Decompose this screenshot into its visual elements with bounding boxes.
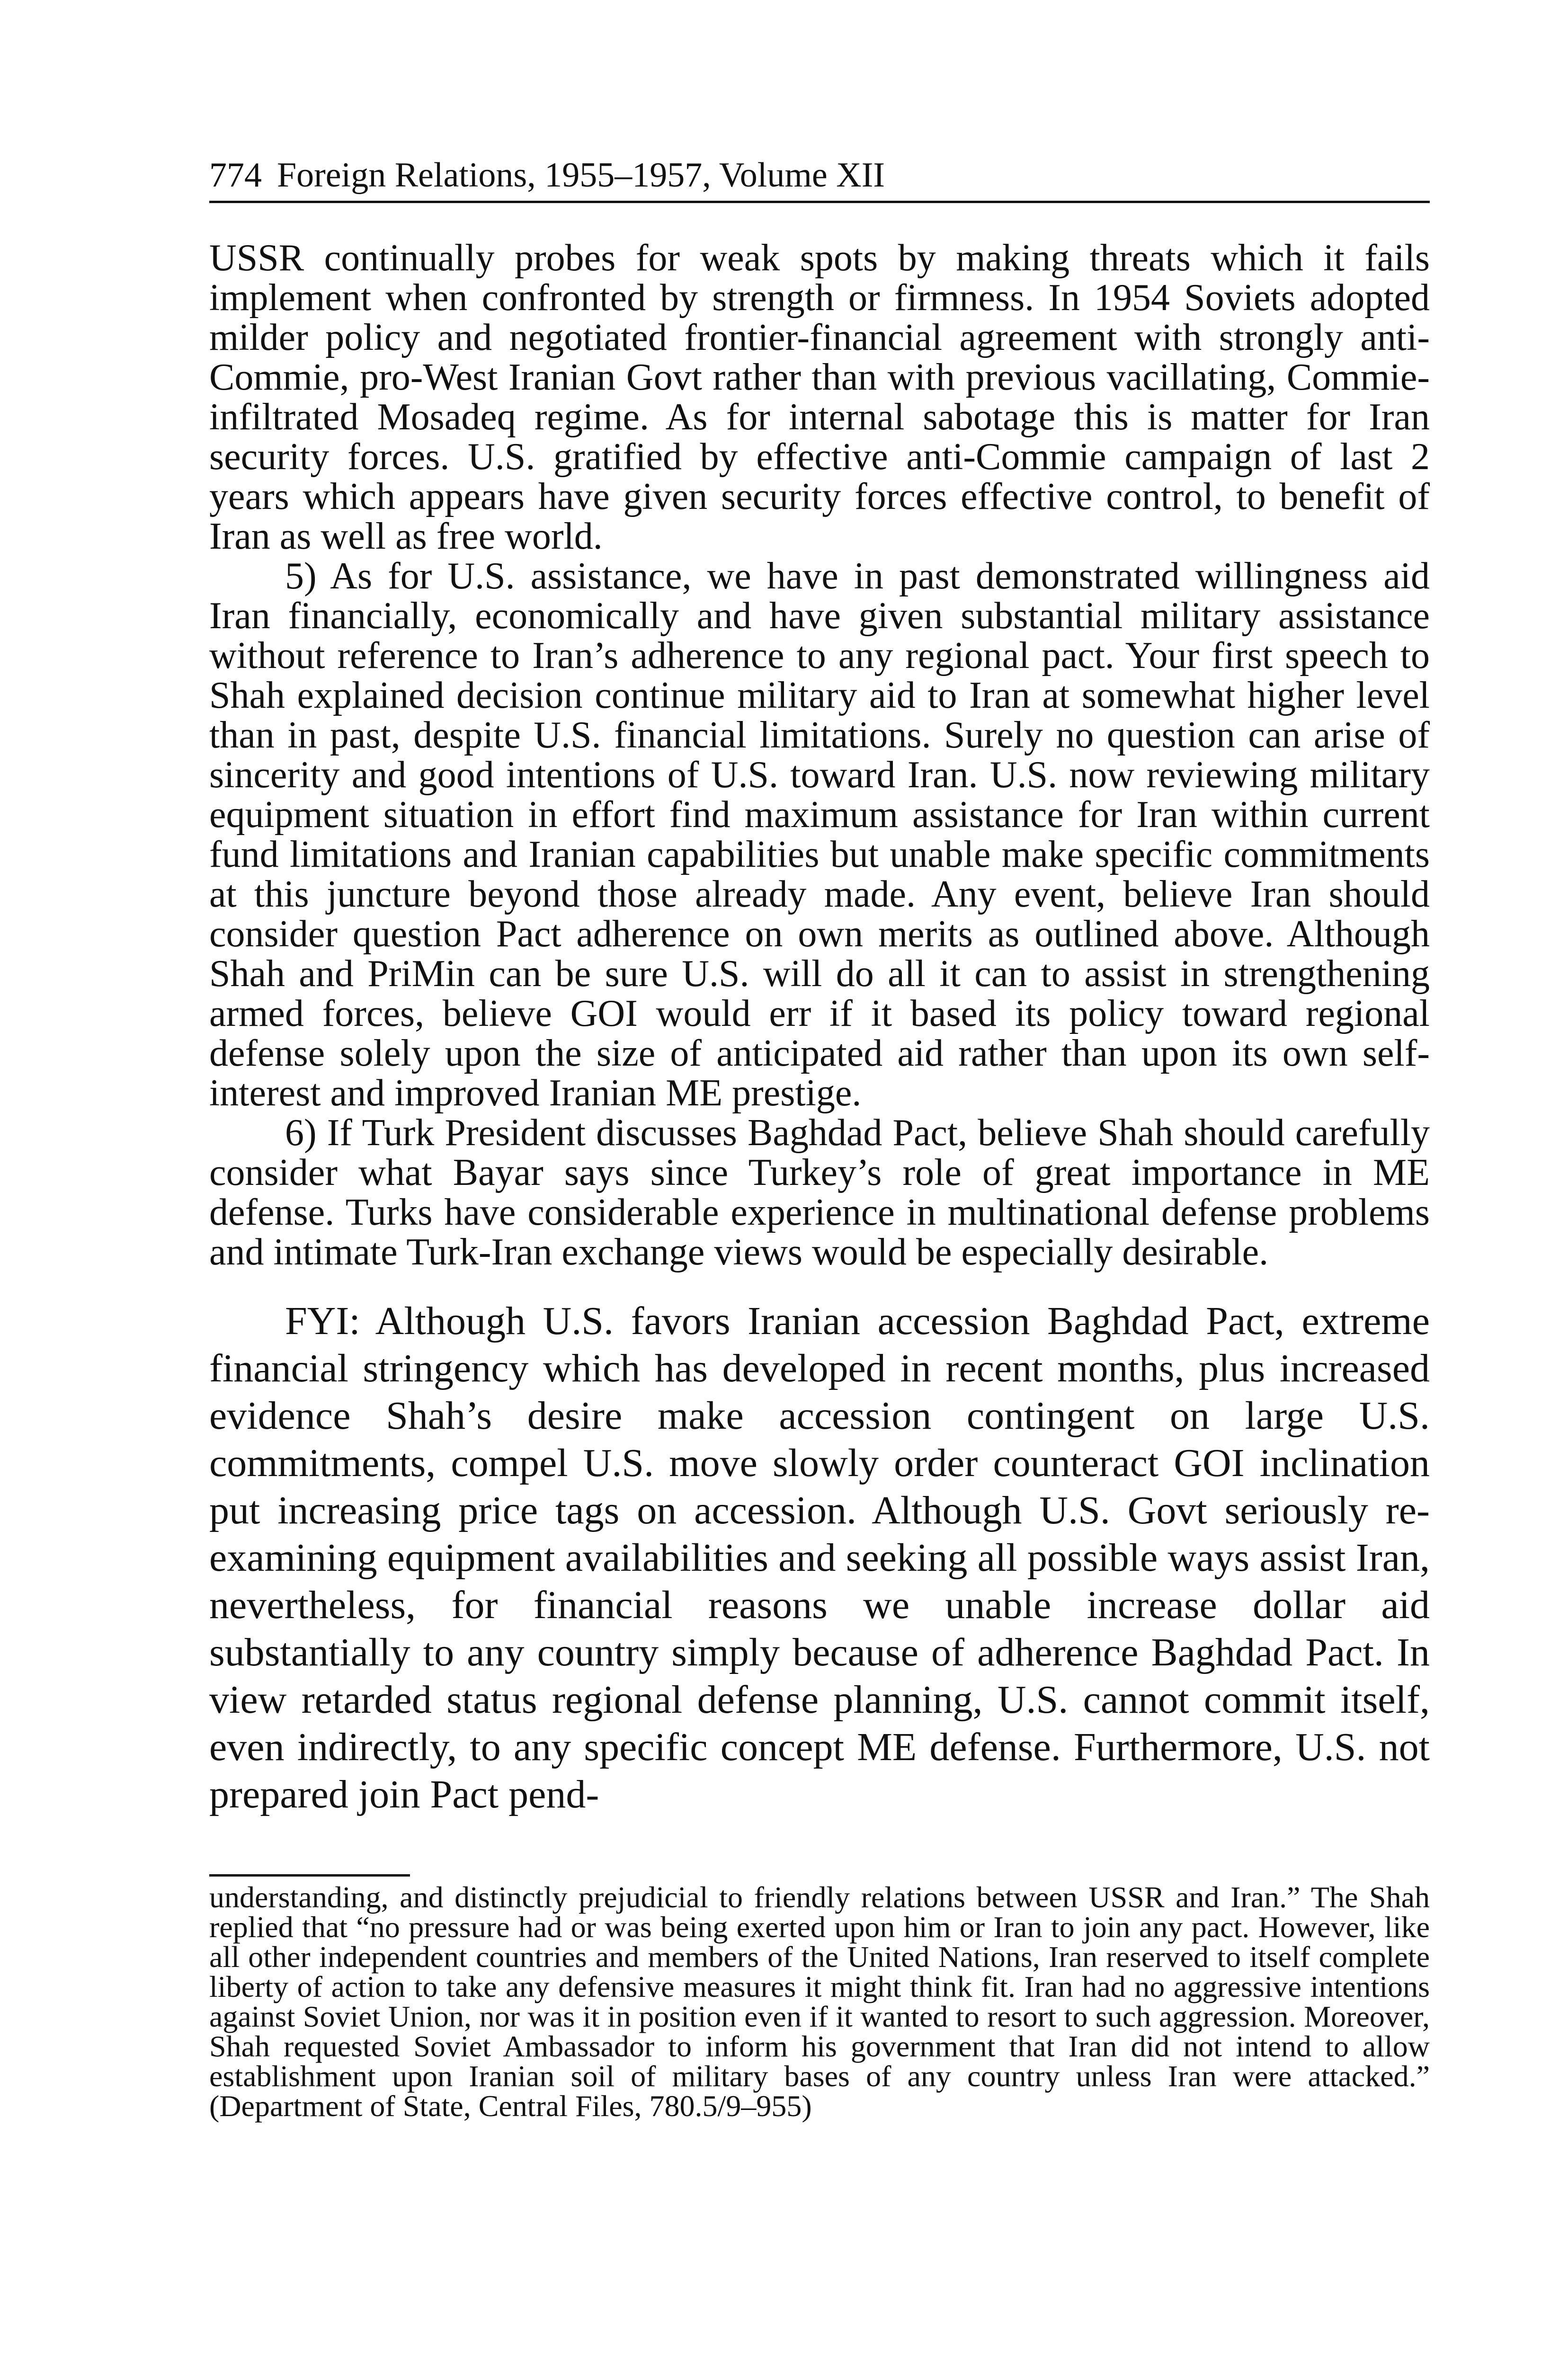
page-number: 774 <box>209 156 262 195</box>
running-head <box>209 151 1430 203</box>
telegram-body <box>209 238 1430 1272</box>
series-title: Foreign Relations, 1955–1957, Volume XII <box>277 156 885 195</box>
fyi-section <box>209 1298 1430 1818</box>
footnote-divider <box>209 1874 410 1877</box>
telegram-paragraph-2: 5) As for U.S. assistance, we have in past demonstrated willingness aid Iran financially, economically and have given substantial military assistance without reference to Iran’s adherence to any regional pact. Your first speech to Shah explained decision continue military aid to Iran at somewhat higher level than in past, despite U.S. financial limitations. Surely no question can arise of sincerity and good intentions of U.S. toward Iran. U.S. now reviewing military equipment situation in effort find maximum assistance for Iran within current fund limitations and Iranian capabilities but unable make specific commitments at this juncture beyond those already made. Any event, believe Iran should consider question Pact adherence on own merits as outlined above. Although Shah and PriMin can be sure U.S. will do all it can to assist in strengthening armed forces, believe GOI would err if it based its policy toward regional defense solely upon the size of anticipated aid rather than upon its own self-interest and improved Iranian ME prestige. <box>209 555 1430 1114</box>
telegram-paragraph-3: 6) If Turk President discusses Baghdad Pact, believe Shah should carefully consider what Bayar says since Turkey’s role of great importance in ME defense. Turks have considerable experience in multinational defense problems and intimate Turk-Iran exchange views would be especially desirable. <box>209 1112 1430 1273</box>
fyi-paragraph: FYI: Although U.S. favors Iranian accession Baghdad Pact, extreme financial stringency which has developed in recent months, plus increased evidence Shah’s desire make accession contingent on large U.S. commitments, compel U.S. move slowly order counteract GOI inclination put increasing price tags on accession. Although U.S. Govt seriously re-examining equipment availabilities and seeking all possible ways assist Iran, nevertheless, for financial reasons we unable increase dollar aid substantially to any country simply because of adherence Baghdad Pact. In view retarded status regional defense planning, U.S. cannot commit itself, even indirectly, to any specific concept ME defense. Furthermore, U.S. not prepared join Pact pend- <box>209 1299 1430 1816</box>
footnote-text: understanding, and distinctly prejudicial to friendly relations between USSR and Iran.” The Shah replied that “no pressure had or was being exerted upon him or Iran to join any pact. However, like all other independent countries and members of the United Nations, Iran reserved to itself complete liberty of action to take any defensive measures it might think fit. Iran had no aggressive intentions against Soviet Union, nor was it in position even if it wanted to resort to such aggression. Moreover, Shah requested Soviet Ambassador to inform his government that Iran did not intend to allow establishment upon Iranian soil of military bases of any country unless Iran were attacked.” (Department of State, Central Files, 780.5/9–955) <box>209 1880 1430 2123</box>
telegram-paragraph-1: USSR continually probes for weak spots by making threats which it fails implement when confronted by strength or firmness. In 1954 Soviets adopted milder policy and negotiated frontier-financial agreement with strongly anti-Commie, pro-West Iranian Govt rather than with previous vacillating, Commie-infiltrated Mosadeq regime. As for internal sabotage this is matter for Iran security forces. U.S. gratified by effective anti-Commie campaign of last 2 years which appears have given security forces effective control, to benefit of Iran as well as free world. <box>209 237 1430 557</box>
footnote <box>209 1882 1430 2121</box>
